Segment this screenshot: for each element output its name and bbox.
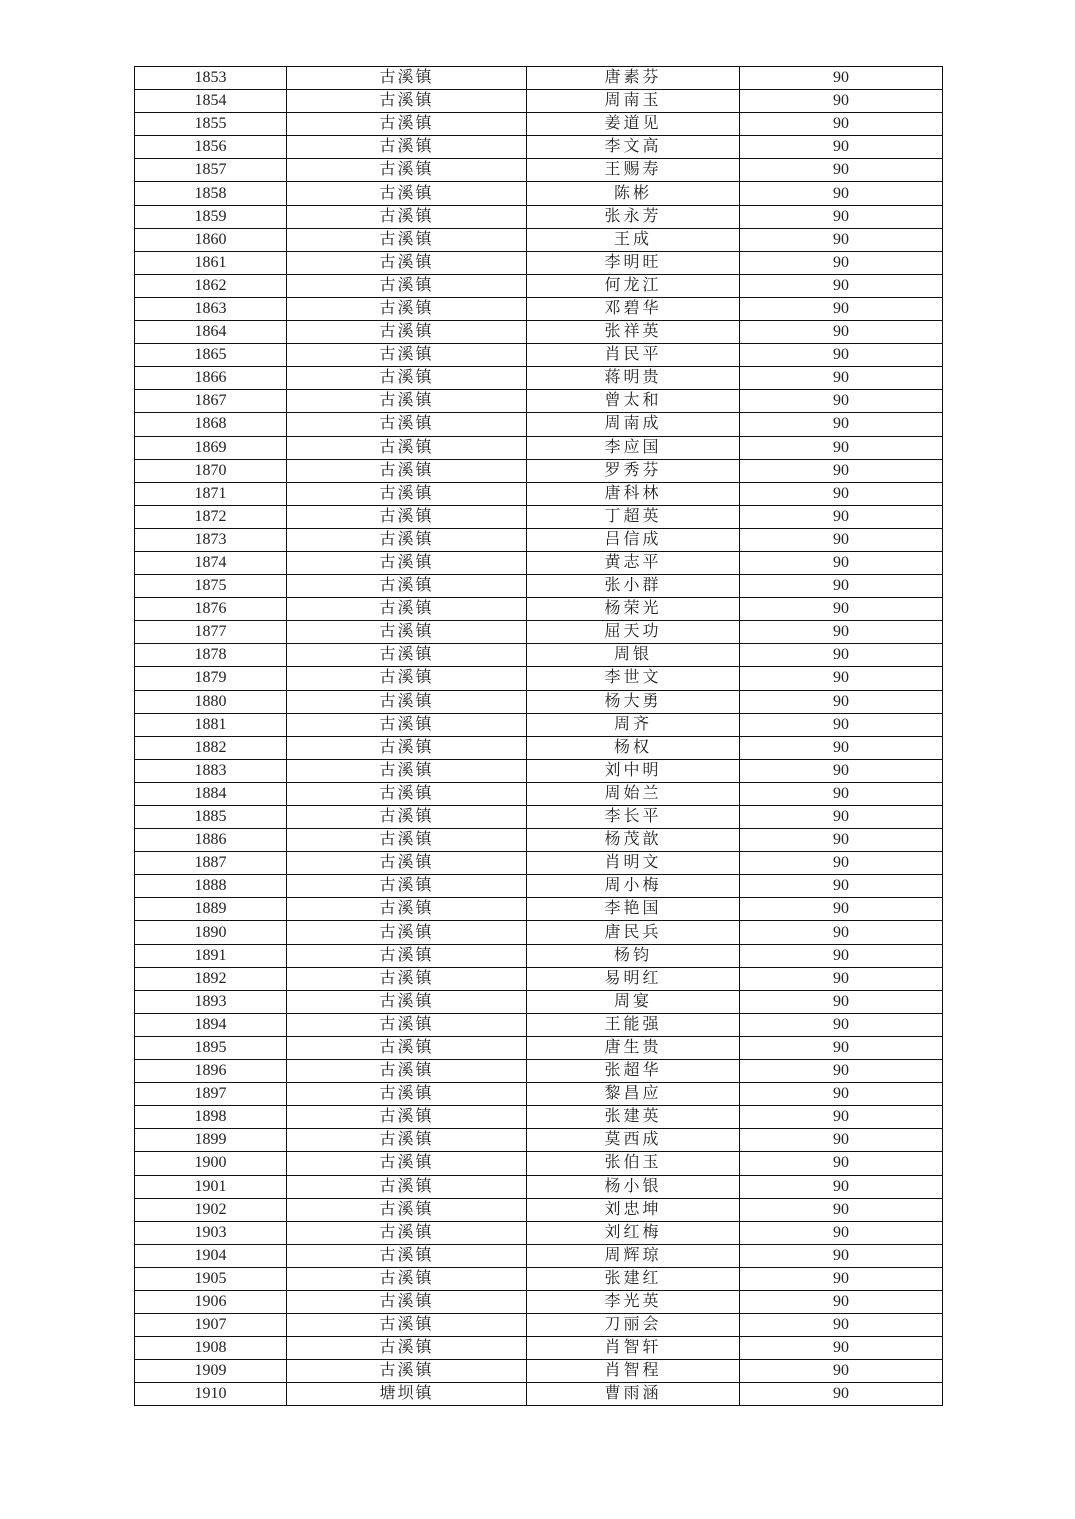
town-cell: 古溪镇: [287, 1175, 527, 1198]
person-name-cell: 刘红梅: [527, 1221, 740, 1244]
row-number-cell: 1870: [135, 459, 287, 482]
amount-cell: 90: [740, 782, 943, 805]
amount-cell: 90: [740, 159, 943, 182]
person-name-cell: 肖智程: [527, 1360, 740, 1383]
person-name-cell: 莫西成: [527, 1129, 740, 1152]
amount-cell: 90: [740, 921, 943, 944]
table-row: [135, 1175, 943, 1198]
table-row: [135, 436, 943, 459]
amount-cell: 90: [740, 297, 943, 320]
row-number-cell: 1901: [135, 1175, 287, 1198]
row-number-cell: 1883: [135, 759, 287, 782]
town-cell: 古溪镇: [287, 1244, 527, 1267]
town-cell: 古溪镇: [287, 528, 527, 551]
table-row: [135, 1060, 943, 1083]
amount-cell: 90: [740, 136, 943, 159]
amount-cell: 90: [740, 251, 943, 274]
person-name-cell: 刘忠坤: [527, 1198, 740, 1221]
town-cell: 古溪镇: [287, 251, 527, 274]
table-row: [135, 390, 943, 413]
town-cell: 古溪镇: [287, 390, 527, 413]
table-row: [135, 1337, 943, 1360]
person-name-cell: 肖智轩: [527, 1337, 740, 1360]
town-cell: 古溪镇: [287, 921, 527, 944]
row-number-cell: 1884: [135, 782, 287, 805]
row-number-cell: 1893: [135, 990, 287, 1013]
table-row: [135, 967, 943, 990]
row-number-cell: 1864: [135, 321, 287, 344]
row-number-cell: 1856: [135, 136, 287, 159]
amount-cell: 90: [740, 413, 943, 436]
amount-cell: 90: [740, 875, 943, 898]
row-number-cell: 1908: [135, 1337, 287, 1360]
row-number-cell: 1879: [135, 667, 287, 690]
person-name-cell: 何龙江: [527, 274, 740, 297]
person-name-cell: 邓碧华: [527, 297, 740, 320]
person-name-cell: 周始兰: [527, 782, 740, 805]
amount-cell: 90: [740, 852, 943, 875]
table-row: [135, 1383, 943, 1406]
town-cell: 古溪镇: [287, 782, 527, 805]
amount-cell: 90: [740, 205, 943, 228]
row-number-cell: 1906: [135, 1290, 287, 1313]
town-cell: 古溪镇: [287, 1083, 527, 1106]
row-number-cell: 1875: [135, 575, 287, 598]
town-cell: 古溪镇: [287, 436, 527, 459]
town-cell: 古溪镇: [287, 621, 527, 644]
row-number-cell: 1853: [135, 67, 287, 90]
row-number-cell: 1865: [135, 344, 287, 367]
table-row: [135, 297, 943, 320]
person-name-cell: 丁超英: [527, 505, 740, 528]
person-name-cell: 杨茂歆: [527, 829, 740, 852]
row-number-cell: 1900: [135, 1152, 287, 1175]
table-row: [135, 782, 943, 805]
person-name-cell: 刘中明: [527, 759, 740, 782]
table-row: [135, 528, 943, 551]
table-row: [135, 575, 943, 598]
person-name-cell: 周宴: [527, 990, 740, 1013]
row-number-cell: 1890: [135, 921, 287, 944]
town-cell: 古溪镇: [287, 67, 527, 90]
table-row: [135, 621, 943, 644]
town-cell: 古溪镇: [287, 505, 527, 528]
town-cell: 古溪镇: [287, 990, 527, 1013]
table-row: [135, 459, 943, 482]
town-cell: 古溪镇: [287, 1106, 527, 1129]
table-row: [135, 159, 943, 182]
amount-cell: 90: [740, 575, 943, 598]
row-number-cell: 1860: [135, 228, 287, 251]
person-name-cell: 唐素芬: [527, 67, 740, 90]
person-name-cell: 王能强: [527, 1013, 740, 1036]
table-row: [135, 505, 943, 528]
table-row: [135, 482, 943, 505]
amount-cell: 90: [740, 667, 943, 690]
row-number-cell: 1894: [135, 1013, 287, 1036]
amount-cell: 90: [740, 621, 943, 644]
row-number-cell: 1880: [135, 690, 287, 713]
row-number-cell: 1895: [135, 1036, 287, 1059]
person-name-cell: 曾太和: [527, 390, 740, 413]
row-number-cell: 1910: [135, 1383, 287, 1406]
amount-cell: 90: [740, 1314, 943, 1337]
amount-cell: 90: [740, 1267, 943, 1290]
table-row: [135, 690, 943, 713]
amount-cell: 90: [740, 321, 943, 344]
table-row: [135, 736, 943, 759]
table-row: [135, 551, 943, 574]
amount-cell: 90: [740, 644, 943, 667]
amount-cell: 90: [740, 459, 943, 482]
row-number-cell: 1869: [135, 436, 287, 459]
person-name-cell: 姜道见: [527, 113, 740, 136]
town-cell: 古溪镇: [287, 667, 527, 690]
town-cell: 古溪镇: [287, 759, 527, 782]
amount-cell: 90: [740, 990, 943, 1013]
table-row: [135, 344, 943, 367]
table-row: [135, 228, 943, 251]
person-name-cell: 周辉琼: [527, 1244, 740, 1267]
row-number-cell: 1854: [135, 90, 287, 113]
amount-cell: 90: [740, 436, 943, 459]
amount-cell: 90: [740, 829, 943, 852]
person-name-cell: 蒋明贵: [527, 367, 740, 390]
town-cell: 古溪镇: [287, 413, 527, 436]
amount-cell: 90: [740, 1198, 943, 1221]
person-name-cell: 王成: [527, 228, 740, 251]
person-name-cell: 肖民平: [527, 344, 740, 367]
amount-cell: 90: [740, 690, 943, 713]
row-number-cell: 1872: [135, 505, 287, 528]
row-number-cell: 1871: [135, 482, 287, 505]
person-name-cell: 张超华: [527, 1060, 740, 1083]
row-number-cell: 1896: [135, 1060, 287, 1083]
town-cell: 古溪镇: [287, 852, 527, 875]
town-cell: 古溪镇: [287, 644, 527, 667]
amount-cell: 90: [740, 967, 943, 990]
person-name-cell: 周齐: [527, 713, 740, 736]
person-name-cell: 吕信成: [527, 528, 740, 551]
amount-cell: 90: [740, 598, 943, 621]
town-cell: 古溪镇: [287, 690, 527, 713]
row-number-cell: 1876: [135, 598, 287, 621]
town-cell: 古溪镇: [287, 228, 527, 251]
town-cell: 古溪镇: [287, 967, 527, 990]
table-row: [135, 205, 943, 228]
row-number-cell: 1866: [135, 367, 287, 390]
table-row: [135, 251, 943, 274]
person-name-cell: 杨荣光: [527, 598, 740, 621]
amount-cell: 90: [740, 505, 943, 528]
town-cell: 古溪镇: [287, 1314, 527, 1337]
town-cell: 古溪镇: [287, 875, 527, 898]
person-name-cell: 李光英: [527, 1290, 740, 1313]
town-cell: 古溪镇: [287, 367, 527, 390]
town-cell: 古溪镇: [287, 1337, 527, 1360]
town-cell: 古溪镇: [287, 1036, 527, 1059]
table-row: [135, 321, 943, 344]
row-number-cell: 1873: [135, 528, 287, 551]
town-cell: 古溪镇: [287, 898, 527, 921]
row-number-cell: 1857: [135, 159, 287, 182]
amount-cell: 90: [740, 1083, 943, 1106]
table-row: [135, 667, 943, 690]
row-number-cell: 1898: [135, 1106, 287, 1129]
table-row: [135, 1106, 943, 1129]
amount-cell: 90: [740, 759, 943, 782]
person-name-cell: 李世文: [527, 667, 740, 690]
person-name-cell: 李明旺: [527, 251, 740, 274]
person-name-cell: 张伯玉: [527, 1152, 740, 1175]
town-cell: 古溪镇: [287, 1129, 527, 1152]
row-number-cell: 1903: [135, 1221, 287, 1244]
amount-cell: 90: [740, 736, 943, 759]
person-name-cell: 杨小银: [527, 1175, 740, 1198]
row-number-cell: 1888: [135, 875, 287, 898]
town-cell: 古溪镇: [287, 1152, 527, 1175]
person-name-cell: 李艳国: [527, 898, 740, 921]
amount-cell: 90: [740, 1244, 943, 1267]
table-row: [135, 852, 943, 875]
person-name-cell: 张建英: [527, 1106, 740, 1129]
person-name-cell: 屈天功: [527, 621, 740, 644]
person-name-cell: 刀丽会: [527, 1314, 740, 1337]
table-row: [135, 90, 943, 113]
row-number-cell: 1867: [135, 390, 287, 413]
row-number-cell: 1882: [135, 736, 287, 759]
amount-cell: 90: [740, 1129, 943, 1152]
person-name-cell: 唐科林: [527, 482, 740, 505]
person-name-cell: 罗秀芬: [527, 459, 740, 482]
row-number-cell: 1858: [135, 182, 287, 205]
amount-cell: 90: [740, 1152, 943, 1175]
amount-cell: 90: [740, 1360, 943, 1383]
table-row: [135, 990, 943, 1013]
row-number-cell: 1855: [135, 113, 287, 136]
town-cell: 古溪镇: [287, 1060, 527, 1083]
person-name-cell: 黎昌应: [527, 1083, 740, 1106]
table-row: [135, 1198, 943, 1221]
table-row: [135, 1152, 943, 1175]
person-name-cell: 易明红: [527, 967, 740, 990]
town-cell: 古溪镇: [287, 551, 527, 574]
amount-cell: 90: [740, 390, 943, 413]
person-name-cell: 张永芳: [527, 205, 740, 228]
person-name-cell: 李文高: [527, 136, 740, 159]
amount-cell: 90: [740, 806, 943, 829]
town-cell: 古溪镇: [287, 944, 527, 967]
row-number-cell: 1886: [135, 829, 287, 852]
table-row: [135, 113, 943, 136]
town-cell: 古溪镇: [287, 1198, 527, 1221]
person-name-cell: 杨权: [527, 736, 740, 759]
row-number-cell: 1877: [135, 621, 287, 644]
row-number-cell: 1907: [135, 1314, 287, 1337]
amount-cell: 90: [740, 944, 943, 967]
row-number-cell: 1889: [135, 898, 287, 921]
table-row: [135, 1221, 943, 1244]
town-cell: 古溪镇: [287, 1221, 527, 1244]
person-name-cell: 张祥英: [527, 321, 740, 344]
town-cell: 塘坝镇: [287, 1383, 527, 1406]
person-name-cell: 王赐寿: [527, 159, 740, 182]
town-cell: 古溪镇: [287, 1290, 527, 1313]
town-cell: 古溪镇: [287, 136, 527, 159]
person-name-cell: 陈彬: [527, 182, 740, 205]
row-number-cell: 1891: [135, 944, 287, 967]
amount-cell: 90: [740, 182, 943, 205]
town-cell: 古溪镇: [287, 1360, 527, 1383]
table-row: [135, 898, 943, 921]
person-name-cell: 黄志平: [527, 551, 740, 574]
town-cell: 古溪镇: [287, 1267, 527, 1290]
town-cell: 古溪镇: [287, 205, 527, 228]
row-number-cell: 1862: [135, 274, 287, 297]
person-name-cell: 李长平: [527, 806, 740, 829]
row-number-cell: 1905: [135, 1267, 287, 1290]
amount-cell: 90: [740, 113, 943, 136]
table-row: [135, 1267, 943, 1290]
table-row: [135, 875, 943, 898]
table-row: [135, 759, 943, 782]
table-row: [135, 644, 943, 667]
person-name-cell: 周南成: [527, 413, 740, 436]
table-row: [135, 1129, 943, 1152]
town-cell: 古溪镇: [287, 182, 527, 205]
amount-cell: 90: [740, 551, 943, 574]
table-row: [135, 1290, 943, 1313]
amount-cell: 90: [740, 67, 943, 90]
person-name-cell: 周南玉: [527, 90, 740, 113]
row-number-cell: 1881: [135, 713, 287, 736]
table-row: [135, 829, 943, 852]
row-number-cell: 1885: [135, 806, 287, 829]
amount-cell: 90: [740, 367, 943, 390]
person-name-cell: 肖明文: [527, 852, 740, 875]
roster-table-body: [135, 67, 943, 1406]
amount-cell: 90: [740, 482, 943, 505]
table-row: [135, 806, 943, 829]
amount-cell: 90: [740, 1013, 943, 1036]
table-row: [135, 367, 943, 390]
row-number-cell: 1897: [135, 1083, 287, 1106]
town-cell: 古溪镇: [287, 598, 527, 621]
table-row: [135, 1314, 943, 1337]
person-name-cell: 张建红: [527, 1267, 740, 1290]
town-cell: 古溪镇: [287, 297, 527, 320]
row-number-cell: 1904: [135, 1244, 287, 1267]
amount-cell: 90: [740, 274, 943, 297]
amount-cell: 90: [740, 528, 943, 551]
person-name-cell: 唐民兵: [527, 921, 740, 944]
amount-cell: 90: [740, 1036, 943, 1059]
person-name-cell: 李应国: [527, 436, 740, 459]
amount-cell: 90: [740, 1060, 943, 1083]
table-row: [135, 182, 943, 205]
table-row: [135, 944, 943, 967]
town-cell: 古溪镇: [287, 274, 527, 297]
person-name-cell: 杨钧: [527, 944, 740, 967]
amount-cell: 90: [740, 228, 943, 251]
row-number-cell: 1899: [135, 1129, 287, 1152]
table-row: [135, 1360, 943, 1383]
amount-cell: 90: [740, 1175, 943, 1198]
town-cell: 古溪镇: [287, 113, 527, 136]
amount-cell: 90: [740, 713, 943, 736]
row-number-cell: 1909: [135, 1360, 287, 1383]
row-number-cell: 1868: [135, 413, 287, 436]
table-row: [135, 921, 943, 944]
town-cell: 古溪镇: [287, 829, 527, 852]
town-cell: 古溪镇: [287, 713, 527, 736]
table-row: [135, 1036, 943, 1059]
table-row: [135, 413, 943, 436]
table-row: [135, 67, 943, 90]
person-name-cell: 张小群: [527, 575, 740, 598]
person-name-cell: 杨大勇: [527, 690, 740, 713]
row-number-cell: 1863: [135, 297, 287, 320]
table-row: [135, 274, 943, 297]
row-number-cell: 1861: [135, 251, 287, 274]
table-row: [135, 1013, 943, 1036]
row-number-cell: 1874: [135, 551, 287, 574]
roster-table: [134, 66, 943, 1406]
row-number-cell: 1892: [135, 967, 287, 990]
amount-cell: 90: [740, 1290, 943, 1313]
person-name-cell: 唐生贵: [527, 1036, 740, 1059]
town-cell: 古溪镇: [287, 459, 527, 482]
table-row: [135, 713, 943, 736]
table-row: [135, 1083, 943, 1106]
amount-cell: 90: [740, 1383, 943, 1406]
town-cell: 古溪镇: [287, 1013, 527, 1036]
table-row: [135, 598, 943, 621]
town-cell: 古溪镇: [287, 321, 527, 344]
town-cell: 古溪镇: [287, 736, 527, 759]
town-cell: 古溪镇: [287, 806, 527, 829]
person-name-cell: 曹雨涵: [527, 1383, 740, 1406]
town-cell: 古溪镇: [287, 344, 527, 367]
town-cell: 古溪镇: [287, 575, 527, 598]
town-cell: 古溪镇: [287, 159, 527, 182]
town-cell: 古溪镇: [287, 90, 527, 113]
amount-cell: 90: [740, 1106, 943, 1129]
amount-cell: 90: [740, 898, 943, 921]
table-row: [135, 1244, 943, 1267]
amount-cell: 90: [740, 1221, 943, 1244]
amount-cell: 90: [740, 90, 943, 113]
row-number-cell: 1859: [135, 205, 287, 228]
amount-cell: 90: [740, 344, 943, 367]
table-row: [135, 136, 943, 159]
amount-cell: 90: [740, 1337, 943, 1360]
town-cell: 古溪镇: [287, 482, 527, 505]
row-number-cell: 1902: [135, 1198, 287, 1221]
person-name-cell: 周银: [527, 644, 740, 667]
row-number-cell: 1878: [135, 644, 287, 667]
person-name-cell: 周小梅: [527, 875, 740, 898]
row-number-cell: 1887: [135, 852, 287, 875]
